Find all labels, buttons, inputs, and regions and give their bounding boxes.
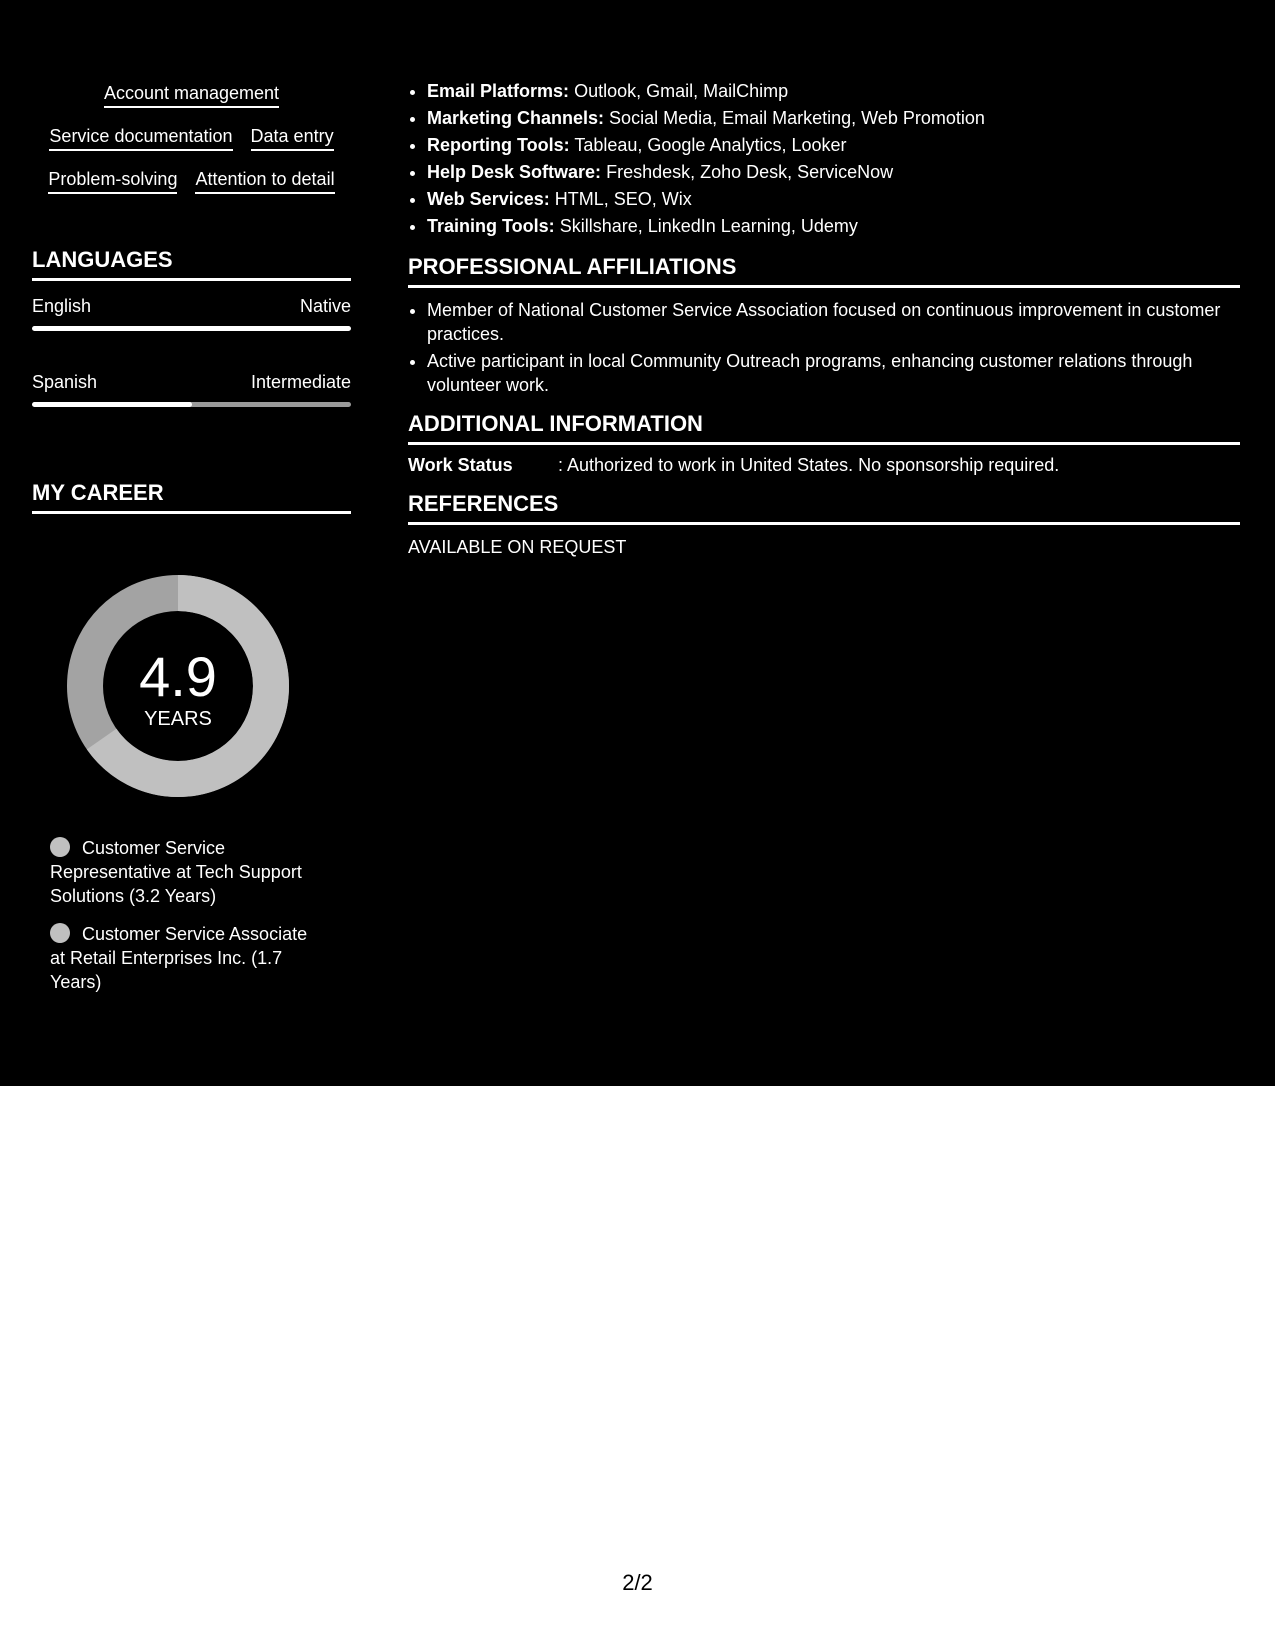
tools-label: Marketing Channels: bbox=[427, 108, 605, 128]
language-name: Spanish bbox=[32, 372, 98, 392]
tools-label: Reporting Tools: bbox=[427, 135, 570, 155]
skill-chip: Data entry bbox=[251, 125, 334, 151]
skill-chip: Problem-solving bbox=[48, 168, 177, 194]
left-column bbox=[32, 82, 351, 514]
career-legend bbox=[32, 836, 351, 1008]
tools-value: Freshdesk, Zoho Desk, ServiceNow bbox=[606, 162, 894, 182]
language-proficiency-bar bbox=[32, 326, 351, 331]
tools-item bbox=[427, 159, 1240, 186]
career-legend-item bbox=[50, 836, 320, 908]
additional-info-heading: ADDITIONAL INFORMATION bbox=[408, 411, 1240, 445]
tools-list bbox=[408, 78, 1240, 240]
donut-center bbox=[66, 574, 290, 798]
tools-item bbox=[427, 132, 1240, 159]
language-spanish bbox=[32, 371, 351, 407]
references-text: AVAILABLE ON REQUEST bbox=[408, 537, 627, 557]
language-proficiency-fill bbox=[32, 326, 351, 331]
work-status-value: : Authorized to work in United States. No sponsorship required. bbox=[558, 455, 1060, 475]
language-english bbox=[32, 295, 351, 331]
career-heading: MY CAREER bbox=[32, 480, 351, 514]
languages-heading: LANGUAGES bbox=[32, 247, 351, 281]
tools-label: Email Platforms: bbox=[427, 81, 570, 101]
tools-value: HTML, SEO, Wix bbox=[554, 189, 692, 209]
career-legend-item bbox=[50, 922, 320, 994]
affiliations-heading: PROFESSIONAL AFFILIATIONS bbox=[408, 254, 1240, 288]
tools-label: Training Tools: bbox=[427, 216, 555, 236]
affiliation-item: • Active participant in local Community Outreach programs, enhancing customer relations through volunteer work. bbox=[427, 349, 1240, 397]
references-heading: REFERENCES bbox=[408, 491, 1240, 525]
skill-row bbox=[32, 82, 351, 108]
tools-label: Help Desk Software: bbox=[427, 162, 602, 182]
skill-chip: Attention to detail bbox=[195, 168, 334, 194]
language-level: Native bbox=[299, 296, 351, 316]
career-total-unit: YEARS bbox=[144, 708, 212, 730]
page-number: 2/2 bbox=[622, 1570, 653, 1595]
affiliation-item: • Member of National Customer Service Association focused on continuous improvement in customer practices. bbox=[427, 298, 1240, 346]
career-donut-chart bbox=[66, 574, 290, 798]
tools-label: Web Services: bbox=[427, 189, 550, 209]
skills-list bbox=[32, 82, 351, 194]
right-column bbox=[408, 78, 1240, 559]
career-legend-label: Customer Service Representative at Tech Support Solutions (3.2 Years) bbox=[50, 838, 302, 906]
skill-row bbox=[32, 168, 351, 194]
language-proficiency-bar bbox=[32, 402, 351, 407]
tools-item bbox=[427, 186, 1240, 213]
work-status-row bbox=[408, 453, 1240, 477]
tools-value: Social Media, Email Marketing, Web Promotion bbox=[609, 108, 985, 128]
legend-dot-icon bbox=[50, 923, 70, 943]
tools-value: Tableau, Google Analytics, Looker bbox=[574, 135, 847, 155]
tools-value: Skillshare, LinkedIn Learning, Udemy bbox=[559, 216, 858, 236]
language-proficiency-fill bbox=[32, 402, 192, 407]
tools-value: Outlook, Gmail, MailChimp bbox=[574, 81, 789, 101]
skill-row bbox=[32, 125, 351, 151]
affiliations-list bbox=[408, 298, 1240, 397]
work-status-label: Work Status bbox=[408, 455, 513, 475]
legend-dot-icon bbox=[50, 837, 70, 857]
skill-chip: Service documentation bbox=[49, 125, 232, 151]
language-name: English bbox=[32, 296, 92, 316]
career-legend-label: Customer Service Associate at Retail Enterprises Inc. (1.7 Years) bbox=[50, 924, 308, 992]
tools-item bbox=[427, 78, 1240, 105]
tools-item bbox=[427, 105, 1240, 132]
career-total-years: 4.9 bbox=[139, 645, 217, 708]
language-level: Intermediate bbox=[250, 372, 351, 392]
tools-item bbox=[427, 213, 1240, 240]
skill-chip: Account management bbox=[104, 82, 279, 108]
